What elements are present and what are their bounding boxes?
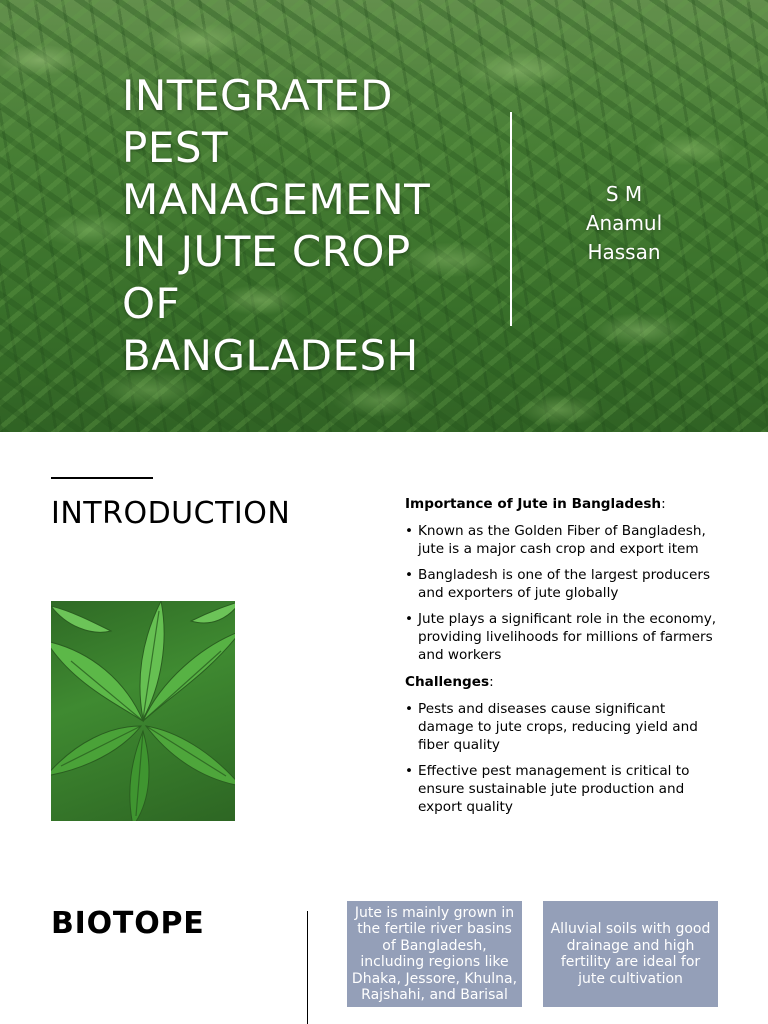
challenges-point-1: • Pests and diseases cause significant damage to jute crops, reducing yield and fiber quality	[405, 700, 725, 754]
author-name	[566, 180, 682, 267]
presentation-title: INTEGRATED PEST MANAGEMENT IN JUTE CROP OF BANGLADESH	[122, 71, 431, 380]
biotope-region-box	[347, 901, 522, 1007]
biotope-soil-text: Alluvial soils with good drainage and high fertility are ideal for jute cultivation	[550, 921, 711, 987]
importance-list	[405, 522, 725, 664]
jute-field-banner-image	[0, 0, 768, 432]
importance-point-2: • Bangladesh is one of the largest producers and exporters of jute globally	[405, 566, 725, 602]
author-line-1: S M	[605, 182, 643, 206]
challenges-label-text: Challenges	[405, 674, 490, 690]
intro-accent-rule	[51, 477, 153, 479]
jute-leaf-illustration	[51, 601, 235, 821]
biotope-region-text: Jute is mainly grown in the fertile river basins of Bangladesh, including regions like Dhaka, Jessore, Khulna, Rajshahi, and Barisal	[351, 904, 518, 1003]
jute-leaf-photo	[51, 601, 235, 821]
importance-label: Importance of Jute in Bangladesh:	[405, 496, 666, 512]
challenges-list	[405, 700, 725, 816]
importance-point-1: • Known as the Golden Fiber of Bangladesh, jute is a major cash crop and export item	[405, 522, 725, 558]
introduction-heading: INTRODUCTION	[51, 496, 291, 531]
title-divider	[510, 112, 512, 326]
introduction-content	[405, 495, 725, 825]
challenges-point-2: • Effective pest management is critical to ensure sustainable jute production and export quality	[405, 762, 725, 816]
biotope-heading: BIOTOPE	[51, 906, 205, 941]
biotope-divider	[307, 911, 308, 1024]
biotope-soil-box	[543, 901, 718, 1007]
importance-point-3: • Jute plays a significant role in the economy, providing livelihoods for millions of farmers and workers	[405, 610, 725, 664]
author-line-2: Anamul	[585, 211, 663, 235]
author-line-3: Hassan	[587, 240, 661, 264]
importance-label-text: Importance of Jute in Bangladesh	[405, 496, 662, 512]
challenges-label: Challenges:	[405, 674, 494, 690]
